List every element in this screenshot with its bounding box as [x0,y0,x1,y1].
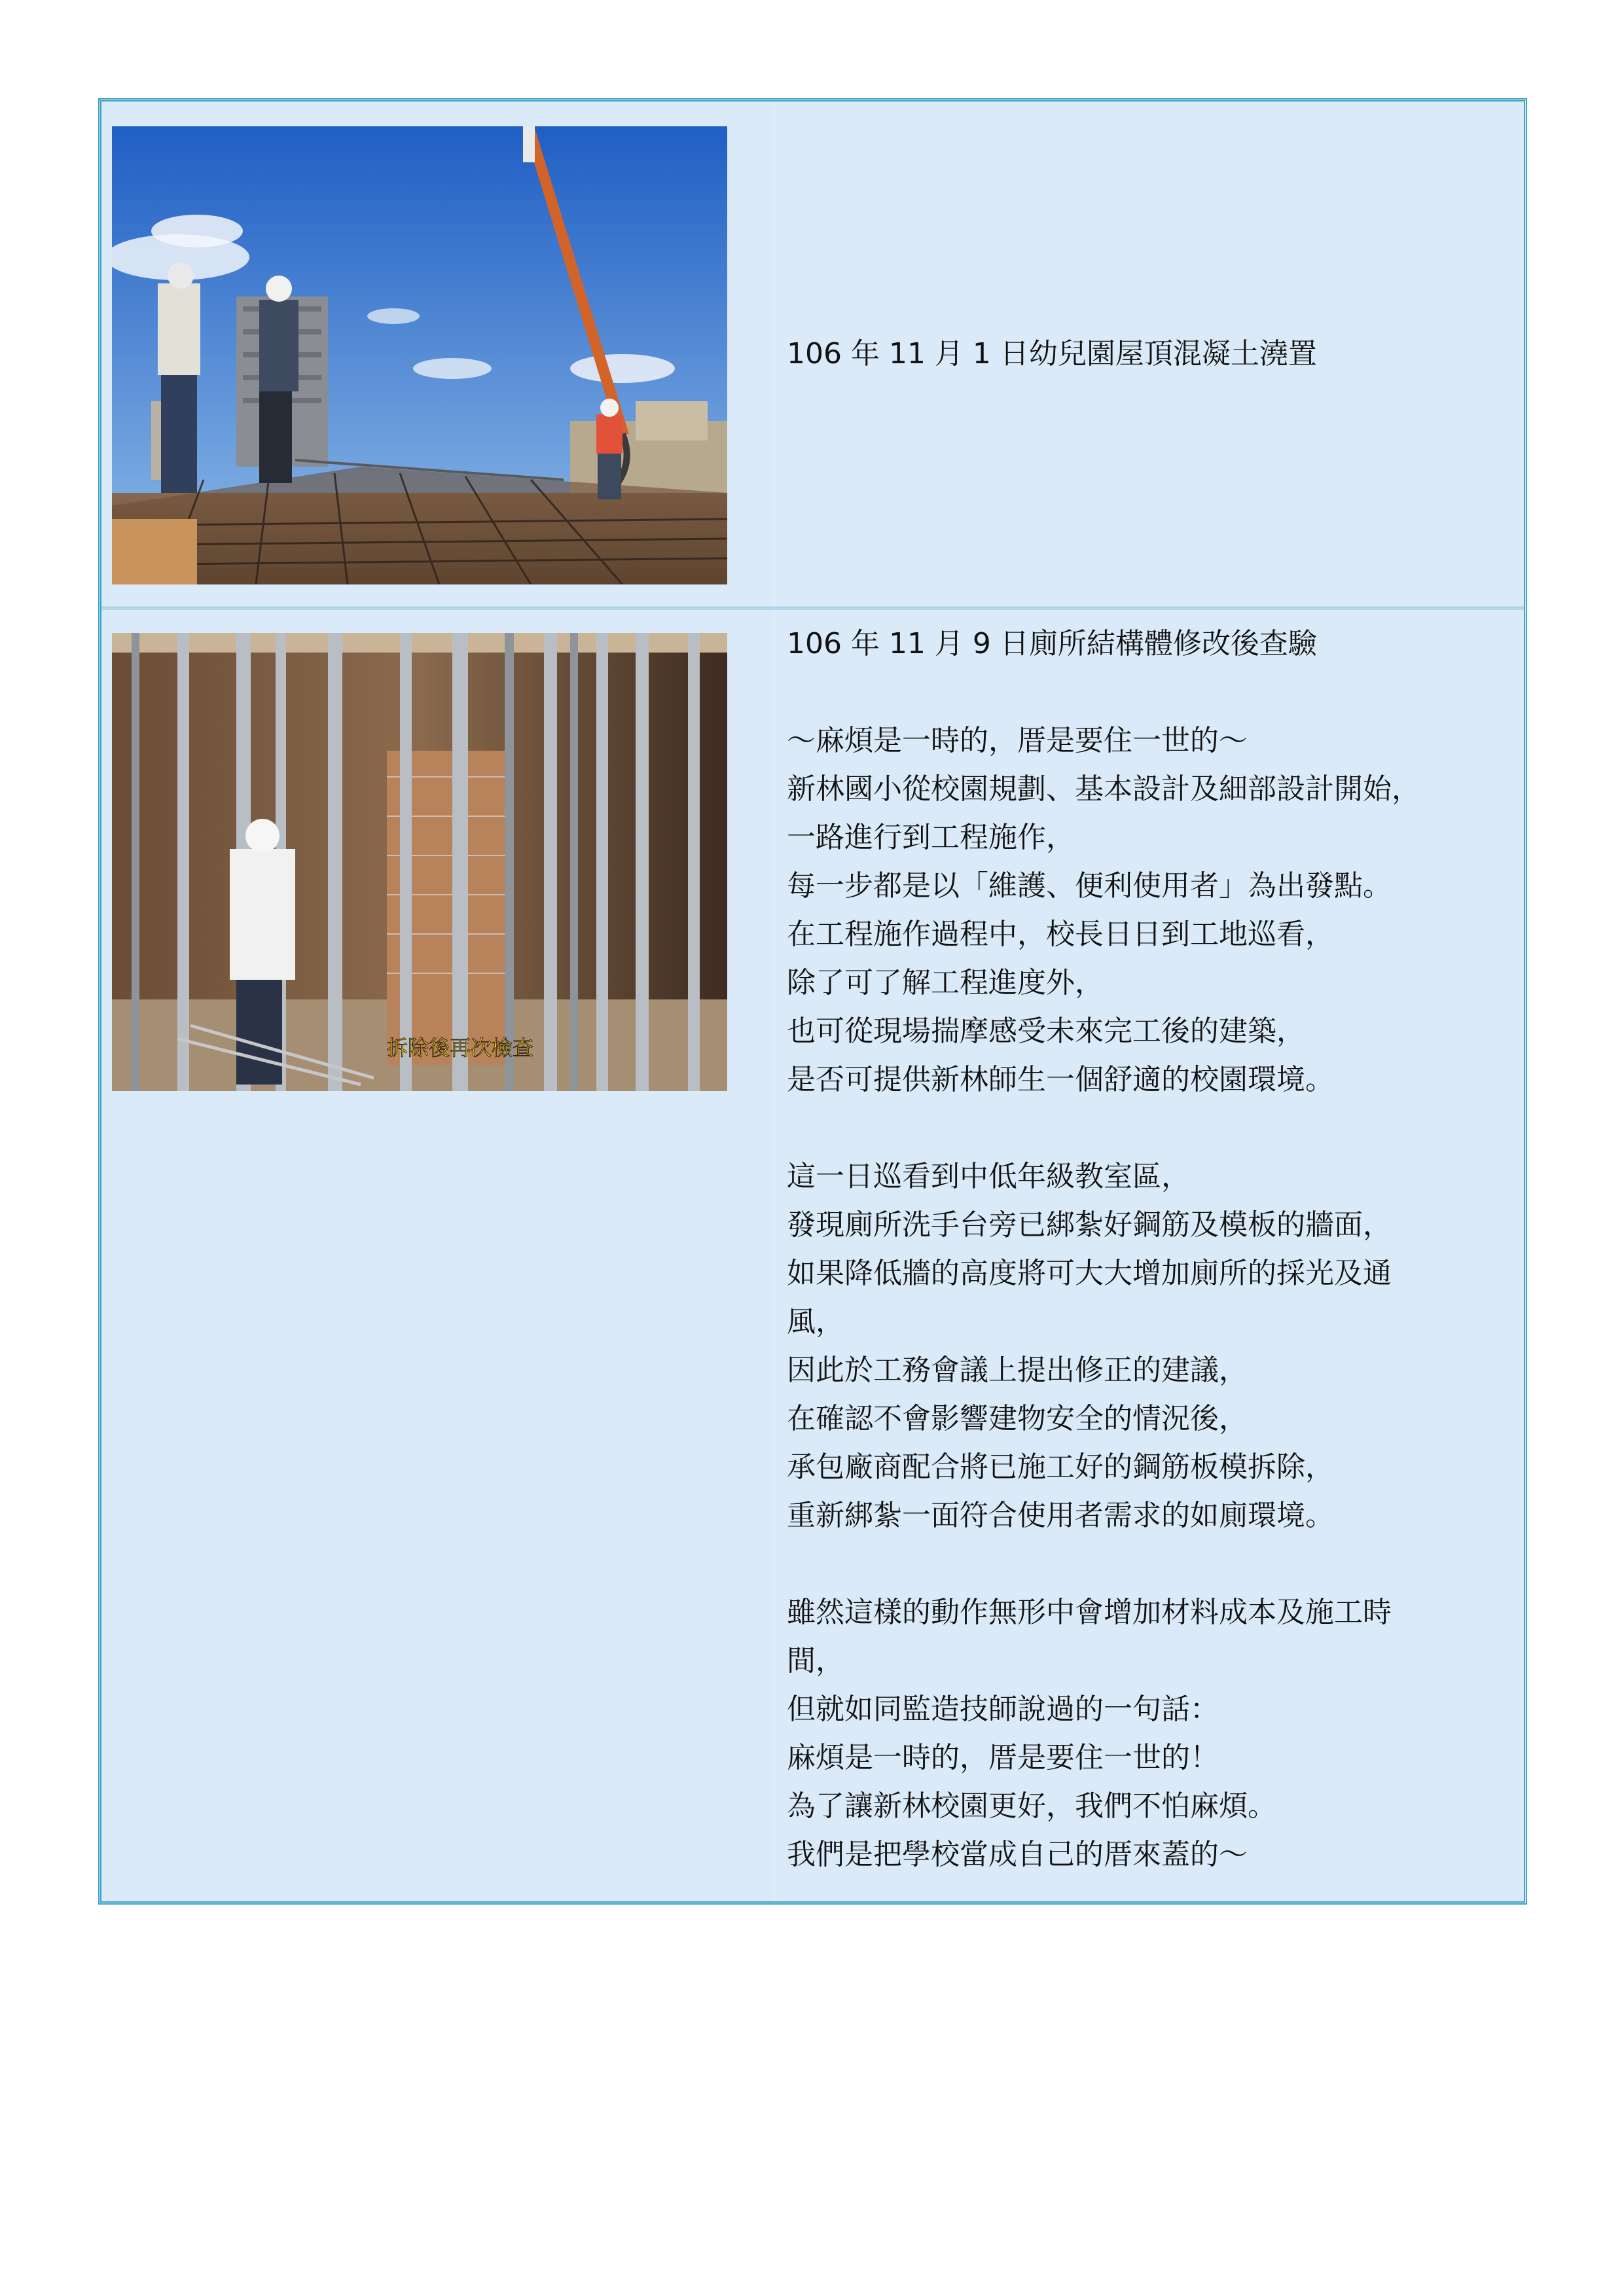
paragraph-line: 是否可提供新林師生一個舒適的校園環境。 [787,1063,1334,1096]
column-divider [774,101,775,607]
photo-label: 拆除後再次檢查 [387,1035,534,1060]
roof-concrete-pour-photo [112,126,727,584]
paragraph-line: 如果降低牆的高度將可大大增加廁所的採光及通 [787,1257,1392,1290]
paragraph-line: 因此於工務會議上提出修正的建議， [787,1354,1248,1387]
paragraph-line: 每一步都是以「維護、便利使用者」為出發點。 [787,869,1392,903]
progress-table [98,98,1527,1905]
paragraph-line: 也可從現場揣摩感受未來完工後的建築， [787,1014,1305,1048]
paragraph-line: 風， [787,1305,844,1338]
inspection-caption: 106 年 11 月 9 日廁所結構體修改後查驗 [787,627,1317,660]
paragraph-line: 麻煩是一時的，厝是要住一世的！ [787,1741,1219,1774]
table-row-restroom-inspection [101,609,1524,1901]
paragraph-line: 承包廠商配合將已施工好的鋼筋板模拆除， [787,1450,1334,1484]
paragraph-line: ～麻煩是一時的，厝是要住一世的～ [787,724,1248,757]
paragraph-line: 重新綁紮一面符合使用者需求的如廁環境。 [787,1499,1334,1532]
paragraph-line: 在工程施作過程中，校長日日到工地巡看， [787,918,1334,951]
paragraph-line: 這一日巡看到中低年級教室區， [787,1160,1190,1193]
paragraph-line: 新林國小從校園規劃、基本設計及細部設計開始， [787,772,1420,806]
caption-cell [787,101,1511,607]
paragraph-line: 我們是把學校當成自己的厝來蓋的～ [787,1838,1248,1871]
table-row-roof-pour [101,101,1524,609]
description-cell [787,620,1511,1879]
restroom-structure-photo [112,633,727,1091]
paragraph-line: 在確認不會影響建物安全的情況後， [787,1402,1248,1435]
paragraph-line: 除了可了解工程進度外， [787,966,1104,999]
roof-pour-caption: 106 年 11 月 1 日幼兒園屋頂混凝土澆置 [787,337,1317,370]
paragraph-line: 為了讓新林校園更好，我們不怕麻煩。 [787,1789,1276,1823]
column-divider [774,609,775,1901]
paragraph-line: 但就如同監造技師說過的一句話： [787,1693,1219,1726]
paragraph-line: 雖然這樣的動作無形中會增加材料成本及施工時 [787,1596,1392,1629]
paragraph-line: 間， [787,1644,844,1677]
paragraph-line: 發現廁所洗手台旁已綁紮好鋼筋及模板的牆面， [787,1208,1392,1242]
paragraph-line: 一路進行到工程施作， [787,821,1075,854]
